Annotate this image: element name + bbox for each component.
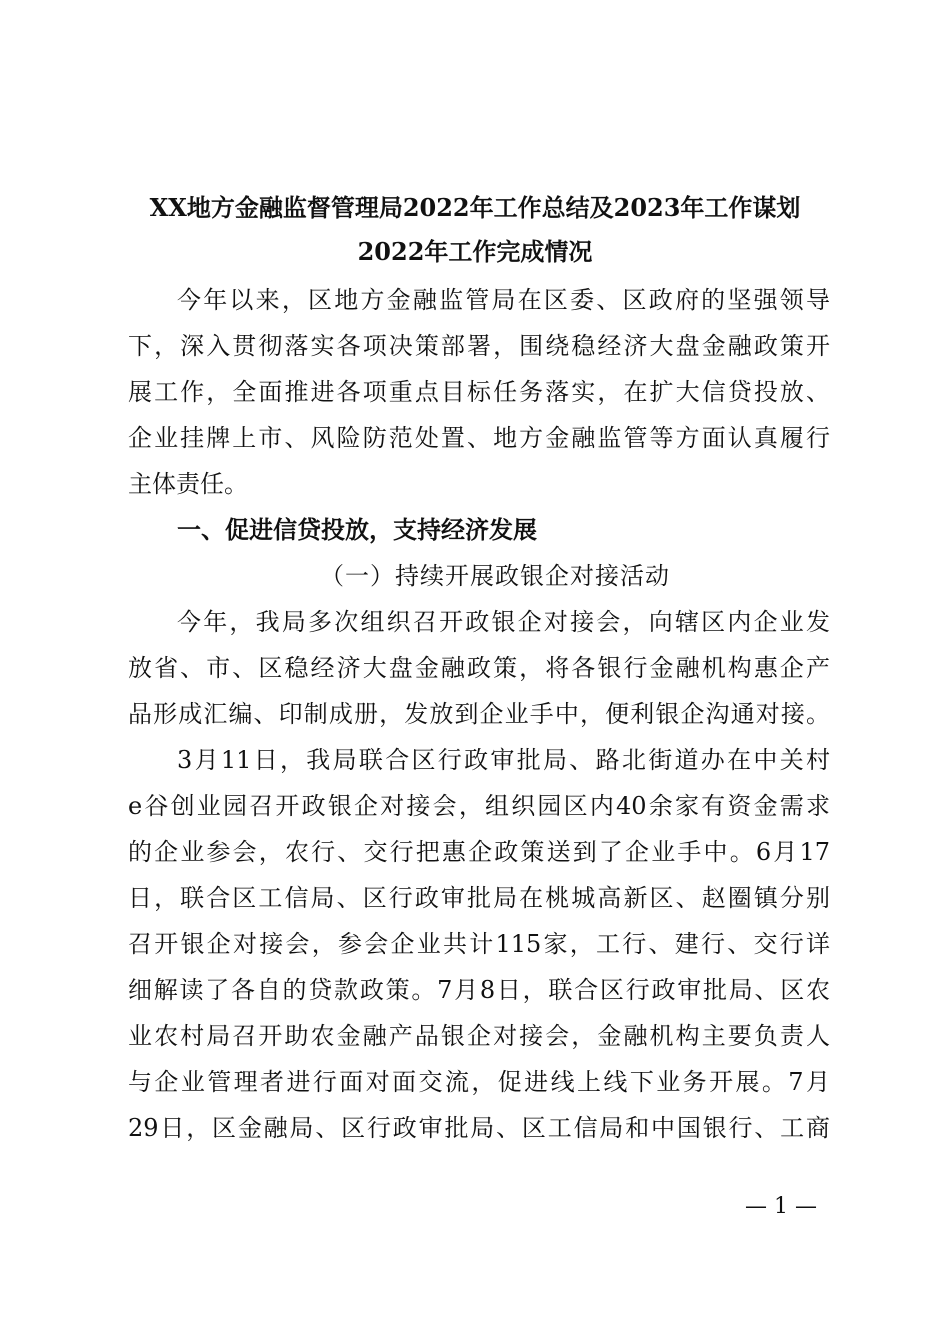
paragraph-line: 与企业管理者进行面对面交流，促进线上线下业务开展。7月 bbox=[128, 1068, 830, 1096]
paragraph-line: 业农村局召开助农金融产品银企对接会，金融机构主要负责人 bbox=[128, 1022, 830, 1050]
paragraph-line: e谷创业园召开政银企对接会，组织园区内40余家有资金需求 bbox=[128, 792, 830, 820]
paragraph-line: 放省、市、区稳经济大盘金融政策，将各银行金融机构惠企产 bbox=[128, 654, 830, 682]
paragraph-line: 品形成汇编、印制成册，发放到企业手中，便利银企沟通对接。 bbox=[128, 700, 830, 728]
intro-line: 企业挂牌上市、风险防范处置、地方金融监管等方面认真履行 bbox=[128, 424, 830, 452]
subsection-heading: （一）持续开展政银企对接活动 bbox=[320, 562, 670, 590]
document-subtitle: 2022年工作完成情况 bbox=[357, 237, 593, 266]
section-heading: 一、促进信贷投放，支持经济发展 bbox=[177, 516, 537, 544]
paragraph-line: 细解读了各自的贷款政策。7月8日，联合区行政审批局、区农 bbox=[128, 976, 830, 1004]
intro-line: 今年以来，区地方金融监管局在区委、区政府的坚强领导 bbox=[177, 286, 830, 314]
paragraph-line: 日，联合区工信局、区行政审批局在桃城高新区、赵圈镇分别 bbox=[128, 884, 830, 912]
paragraph-line: 今年，我局多次组织召开政银企对接会，向辖区内企业发 bbox=[177, 608, 830, 636]
paragraph-line: 29日，区金融局、区行政审批局、区工信局和中国银行、工商 bbox=[128, 1114, 830, 1142]
document-title: XX地方金融监督管理局2022年工作总结及2023年工作谋划 bbox=[149, 193, 801, 222]
page-number: — 1 — bbox=[745, 1194, 817, 1219]
paragraph-line: 的企业参会，农行、交行把惠企政策送到了企业手中。6月17 bbox=[128, 838, 830, 866]
intro-line: 下，深入贯彻落实各项决策部署，围绕稳经济大盘金融政策开 bbox=[128, 332, 830, 360]
intro-line: 展工作，全面推进各项重点目标任务落实，在扩大信贷投放、 bbox=[128, 378, 830, 406]
paragraph-line: 3月11日，我局联合区行政审批局、路北街道办在中关村 bbox=[177, 746, 830, 774]
paragraph-line: 召开银企对接会，参会企业共计115家，工行、建行、交行详 bbox=[128, 930, 830, 958]
intro-line: 主体责任。 bbox=[128, 470, 248, 498]
